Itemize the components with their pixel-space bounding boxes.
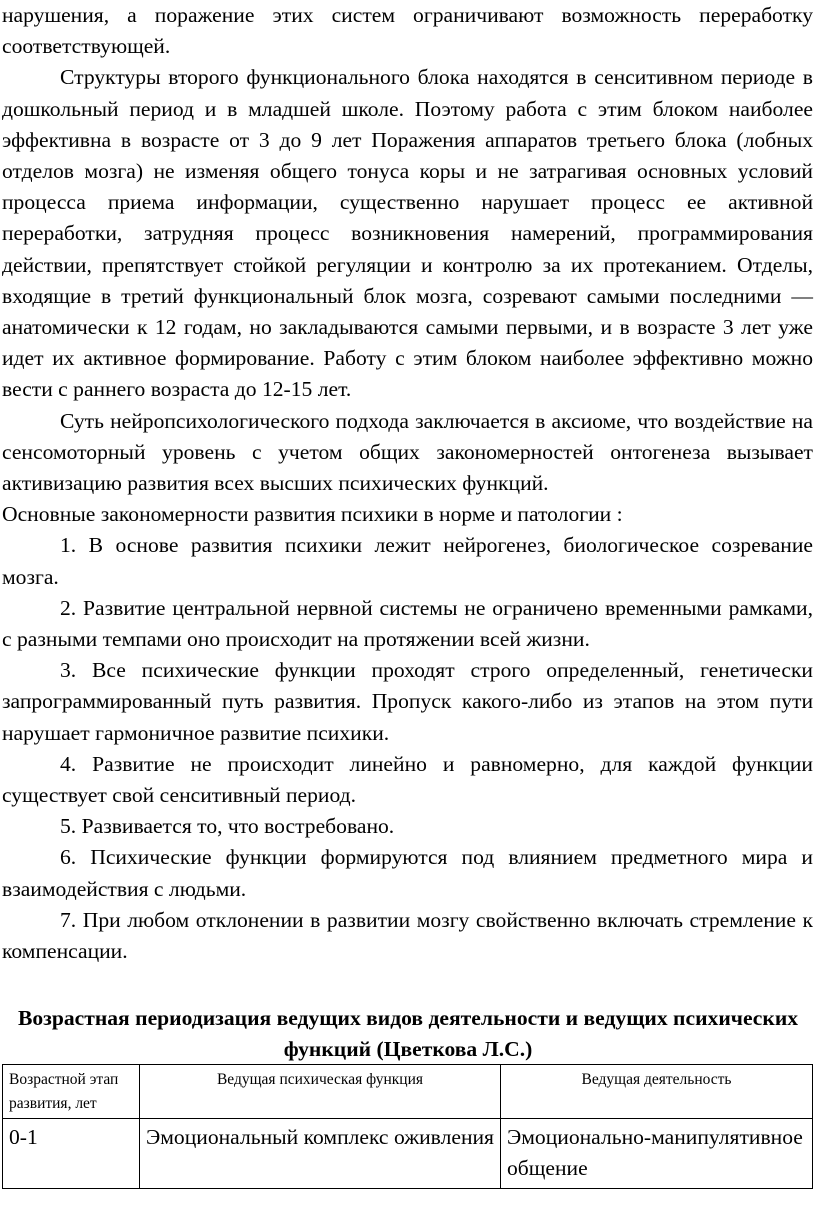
periodization-table xyxy=(2,1064,813,1189)
table-title: Возрастная периодизация ведущих видов деятельности и ведущих психических функций (Цветкова Л.С.) xyxy=(17,1006,799,1062)
header-leading-function: Ведущая психическая функция xyxy=(140,1065,501,1119)
paragraph-continuation: нарушения, а поражение этих систем ограничивают возможность переработку соответствующей. xyxy=(2,3,813,59)
cell-activity: Эмоционально-манипулятивное общение xyxy=(501,1119,813,1189)
cell-function: Эмоциональный комплекс оживления xyxy=(140,1119,501,1189)
header-leading-activity: Ведущая деятельность xyxy=(501,1065,813,1119)
list-item-5: 5. Развивается то, что востребовано. xyxy=(60,814,395,839)
table-header-row xyxy=(3,1065,813,1119)
list-item-1: 1. В основе развития психики лежит нейрогенез, биологическое созревание мозга. xyxy=(2,533,813,589)
list-item-4: 4. Развитие не происходит линейно и равномерно, для каждой функции существует свой сенситивный период. xyxy=(2,751,813,808)
table-row xyxy=(3,1119,813,1189)
paragraph-approach-essence: Суть нейропсихологического подхода заключается в аксиоме, что воздействие на сенсомоторный уровень с учетом общих закономерностей онтогенеза вызывает активизацию развития всех высших психических функций. xyxy=(2,408,813,496)
list-item-3: 3. Все психические функции проходят строго определенный, генетически запрограммированный путь развития. Пропуск какого-либо из этапов на этом пути нарушает гармоничное развитие психики. xyxy=(2,658,813,745)
paragraph-laws-intro: Основные закономерности развития психики в норме и патологии : xyxy=(2,502,623,527)
list-item-6: 6. Психические функции формируются под влиянием предметного мира и взаимодействия с людьми. xyxy=(2,845,813,901)
cell-age: 0-1 xyxy=(3,1119,140,1189)
list-item-7: 7. При любом отклонении в развитии мозгу свойственно включать стремление к компенсации. xyxy=(2,907,813,964)
paragraph-second-block: Структуры второго функционального блока находятся в сенситивном периоде в дошкольный период и в младшей школе. Поэтому работа с этим блоком наиболее эффективна в возрасте от 3 до 9 лет Поражения аппаратов третьего блока (лобных отделов мозга) не изменяя общего тонуса коры и не затрагивая основных условий процесса приема информации, существенно нарушает процесс ее активной переработки, затрудняя процесс возникновения намерений, программирования действии, препятствует стойкой регуляции и контролю за их протеканием. Отделы, входящие в третий функциональный блок мозга, созревают самыми последними — анатомически к 12 годам, но закладываются самыми первыми, и в возрасте 3 лет уже идет их активное формирование. Работу с этим блоком наиболее эффективно можно вести с раннего возраста до 12-15 лет. xyxy=(2,65,813,402)
header-age-stage: Возрастной этап развития, лет xyxy=(3,1065,140,1119)
list-item-2: 2. Развитие центральной нервной системы не ограничено временными рамками, с разными темпами оно происходит на протяжении всей жизни. xyxy=(2,595,813,652)
body-text xyxy=(2,0,813,967)
